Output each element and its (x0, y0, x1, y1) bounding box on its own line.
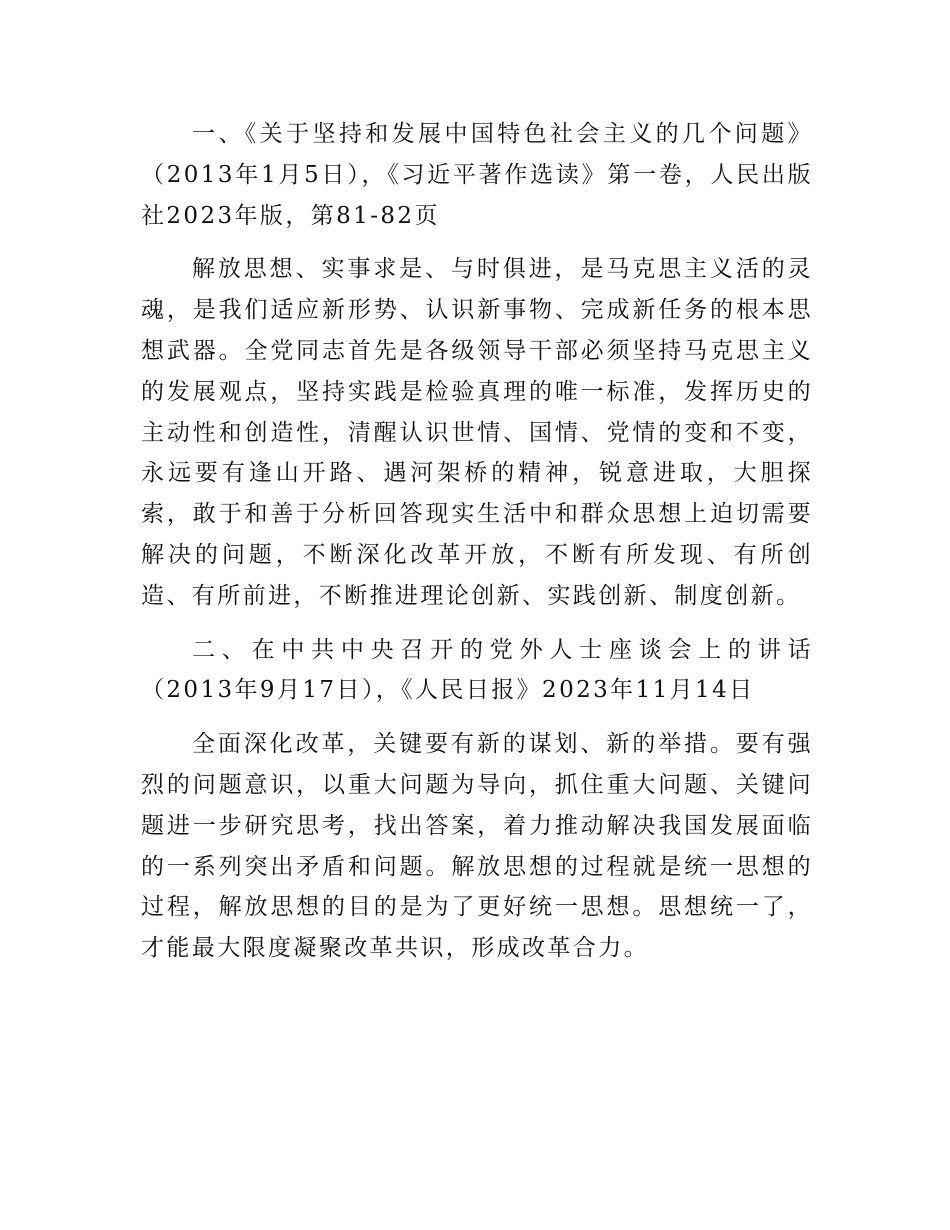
section-1-body: 解放思想、实事求是、与时俱进，是马克思主义活的灵魂，是我们适应新形势、认识新事物、完成新任务的根本思想武器。全党同志首先是各级领导干部必须坚持马克思主义的发展观点，坚持实践是检验真理的唯一标准，发挥历史的主动性和创造性，清醒认识世情、国情、党情的变和不变，永远要有逢山开路、遇河架桥的精神，锐意进取，大胆探索，敢于和善于分析回答现实生活中和群众思想上迫切需要解决的问题，不断深化改革开放，不断有所发现、有所创造、有所前进，不断推进理论创新、实践创新、制度创新。 (141, 256, 813, 609)
section-2-heading: 二、在中共中央召开的党外人士座谈会上的讲话（2013年9月17日），《人民日报》2023年11月14日 (141, 636, 813, 704)
section-1-heading: 一、《关于坚持和发展中国特色社会主义的几个问题》（2013年1月5日），《习近平著作选读》第一卷，人民出版社2023年版，第81-82页 (141, 121, 813, 229)
section-2-body: 全面深化改革，关键要有新的谋划、新的举措。要有强烈的问题意识，以重大问题为导向，抓住重大问题、关键问题进一步研究思考，找出答案，着力推动解决我国发展面临的一系列突出矛盾和问题。解放思想的过程就是统一思想的过程，解放思想的目的是为了更好统一思想。思想统一了，才能最大限度凝聚改革共识，形成改革合力。 (141, 731, 813, 962)
document-page (141, 114, 813, 982)
